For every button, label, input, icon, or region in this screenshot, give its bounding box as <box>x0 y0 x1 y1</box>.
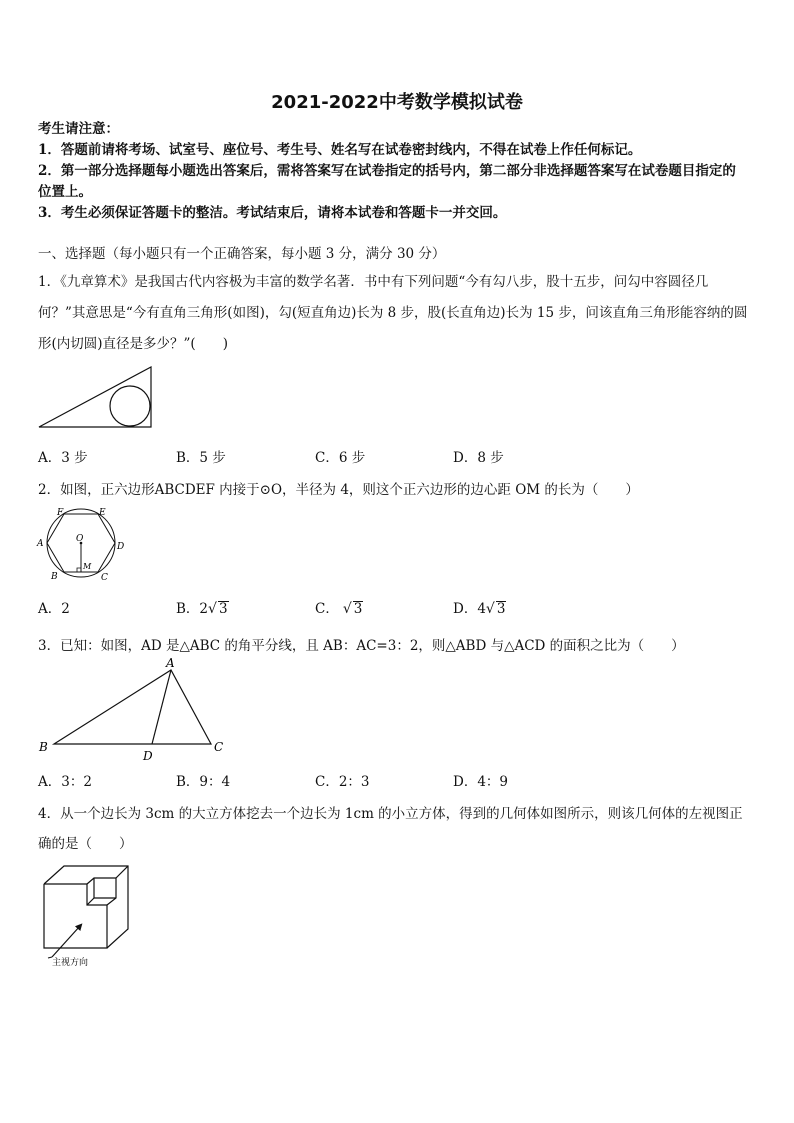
hex-label-m: M <box>83 562 92 571</box>
hex-label-f: F <box>57 508 64 518</box>
q3-text: 3．已知：如图，AD 是△ABC 的角平分线，且 AB：AC=3：2，则△ABD 与△ACD 的面积之比为（ ） <box>38 638 685 654</box>
q1-line-3: 形(内切圆)直径是多少？”( ) <box>38 336 228 352</box>
triangle-abc-shape <box>54 670 211 744</box>
hex-label-e: E <box>99 508 106 518</box>
hex-label-d: D <box>117 542 125 552</box>
q4-line-1: 4．从一个边长为 3cm 的大立方体挖去一个边长为 1cm 的小立方体，得到的几何体如图所示，则该几何体的左视图正 <box>38 806 743 822</box>
notice-line-2: 2．第一部分选择题每小题选出答案后，需将答案写在试卷指定的括号内，第二部分非选择题答案写在试卷题目指定的 <box>38 163 736 179</box>
notice-line-3: 位置上。 <box>38 184 92 200</box>
incircle-shape <box>110 386 150 426</box>
q3-triangle-figure <box>36 654 236 766</box>
view-direction-arrow <box>52 926 80 957</box>
q3-option-a: A．3：2 <box>38 774 92 790</box>
view-direction-caption: 主视方向 <box>52 958 89 968</box>
q1-option-a: A．3 步 <box>38 450 88 466</box>
hex-label-o: O <box>76 534 84 544</box>
q2-text: 2．如图，正六边形ABCDEF 内接于⊙O，半径为 4，则这个正六边形的边心距 OM 的长为（ ） <box>38 482 639 498</box>
notice-line-4: 3．考生必须保证答题卡的整洁。考试结束后，请将本试卷和答题卡一并交回。 <box>38 205 507 221</box>
notice-heading: 考生请注意： <box>38 121 119 137</box>
q3-option-d: D．4：9 <box>453 774 509 790</box>
right-triangle-shape <box>39 367 151 427</box>
hex-label-b: B <box>51 572 58 582</box>
q1-option-b: B．5 步 <box>176 450 226 466</box>
tri-label-d: D <box>143 749 153 763</box>
tri-label-a: A <box>166 656 175 670</box>
q1-triangle-figure <box>36 364 156 430</box>
section-heading: 一、选择题（每小题只有一个正确答案，每小题 3 分，满分 30 分） <box>38 246 446 262</box>
hex-label-c: C <box>101 573 108 583</box>
q3-option-c: C．2：3 <box>315 774 370 790</box>
page-title: 2021-2022中考数学模拟试卷 <box>271 92 523 113</box>
bisector-ad-line <box>152 670 171 744</box>
q2-hexagon-figure <box>34 503 134 583</box>
tri-label-b: B <box>39 740 48 754</box>
q2-option-c: C． √ 3 <box>315 601 363 617</box>
tri-label-c: C <box>214 740 224 754</box>
q1-line-1: 1．《九章算术》是我国古代内容极为丰富的数学名著．书中有下列问题“今有勾八步，股十五步，问勾中容圆径几 <box>38 274 709 290</box>
hex-label-a: A <box>37 539 44 549</box>
q3-option-b: B．9：4 <box>176 774 231 790</box>
q2-option-a: A．2 <box>38 601 70 617</box>
q4-cube-figure <box>38 862 138 972</box>
q1-option-d: D．8 步 <box>453 450 504 466</box>
q1-line-2: 何？”其意思是“今有直角三角形(如图)，勾(短直角边)长为 8 步，股(长直角边)长为 15 步，问该直角三角形能容纳的圆 <box>38 305 748 321</box>
q1-option-c: C．6 步 <box>315 450 366 466</box>
q4-line-2: 确的是（ ） <box>38 836 133 852</box>
notice-line-1: 1．答题前请将考场、试室号、座位号、考生号、姓名写在试卷密封线内，不得在试卷上作任何标记。 <box>38 142 642 158</box>
q2-option-d: D．4√ 3 <box>453 601 506 617</box>
q2-option-b: B．2√ 3 <box>176 601 228 617</box>
